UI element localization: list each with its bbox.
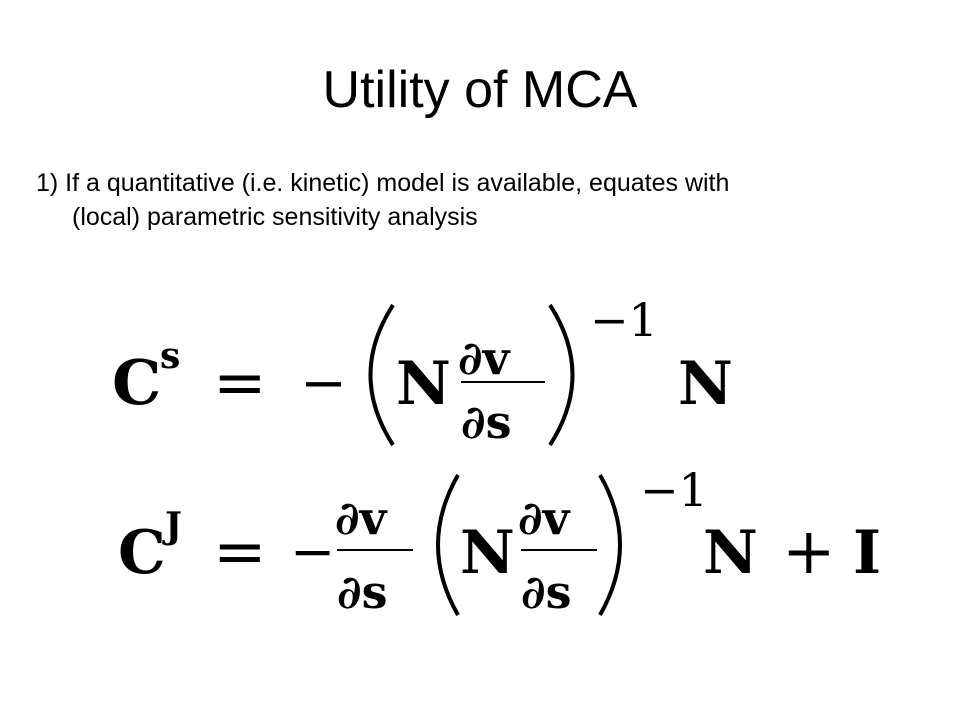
slide-title: Utility of MCA <box>322 61 638 119</box>
eq2-matrix-n: N <box>460 518 515 588</box>
eq2-identity: I <box>853 518 882 588</box>
eq2-inner-numerator: ∂v <box>518 491 570 545</box>
eq1-minus-sign: − <box>300 351 347 416</box>
eq2-right-paren <box>600 475 620 615</box>
eq1-trailing-n: N <box>678 349 733 419</box>
eq1-matrix-n: N <box>396 349 451 419</box>
eq1-right-paren <box>550 305 573 445</box>
bullet-line-1: 1) If a quantitative (i.e. kinetic) model is available, equates with <box>36 169 730 197</box>
eq2-plus-sign: + <box>782 515 836 589</box>
eq2-lhs-symbol: C <box>118 518 166 588</box>
eq2-left-paren <box>438 475 458 615</box>
equation-control-coefficient-s <box>112 293 733 449</box>
eq1-equals-sign: = <box>213 346 267 420</box>
eq2-exponent: −1 <box>640 463 708 517</box>
bullet-line-2: (local) parametric sensitivity analysis <box>72 203 478 231</box>
eq1-numerator: ∂v <box>458 331 510 385</box>
eq1-lhs-superscript: s <box>160 335 181 377</box>
eq2-inner-denominator: ∂s <box>521 565 572 619</box>
eq1-denominator: ∂s <box>461 395 512 449</box>
eq2-numerator: ∂v <box>335 491 387 545</box>
eq2-denominator: ∂s <box>337 565 388 619</box>
eq1-left-paren <box>371 305 394 445</box>
eq1-lhs-symbol: C <box>112 346 162 419</box>
equation-control-coefficient-j <box>118 463 881 619</box>
eq2-trailing-n: N <box>703 518 758 588</box>
eq2-lhs-superscript: J <box>165 505 183 547</box>
eq1-exponent: −1 <box>590 293 658 347</box>
eq2-minus-sign: − <box>290 520 336 583</box>
eq2-equals-sign: = <box>213 515 267 589</box>
